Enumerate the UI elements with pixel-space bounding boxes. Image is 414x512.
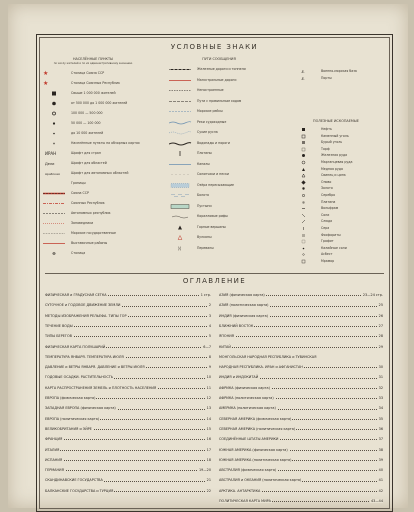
legend-symbol-icon	[293, 173, 317, 178]
legend-column-minerals	[293, 127, 388, 267]
toc-leader-dots	[219, 336, 383, 337]
toc-entry[interactable]	[45, 468, 211, 475]
legend-symbol-icon	[169, 67, 193, 72]
toc-entry-page: 17	[206, 447, 211, 452]
legend-item-label: Союза ССР	[71, 191, 89, 195]
toc-entry-title: АВСТРАЛИЯ (физическая карта)	[219, 468, 277, 473]
legend-item-label: Железная руда	[321, 153, 348, 158]
toc-entry-title: АРКТИКА. АНТАРКТИКА	[219, 488, 261, 493]
toc-entry-title: МЕТОДЫ ИЗОБРАЖЕНИЯ РЕЛЬЕФА. ТИПЫ ГОР	[45, 313, 127, 318]
toc-entry-page: 26	[378, 313, 383, 318]
legend-item-label: Шрифт для областей	[71, 161, 107, 165]
toc-entry-title: ЕВРОПА (политическая карта)	[45, 416, 100, 421]
legend-item-label: Заповедники	[71, 221, 94, 225]
legend-symbol-icon	[169, 120, 193, 125]
toc-entry-page: 28	[378, 334, 383, 339]
legend-item-label: Коралловые рифы	[197, 214, 228, 218]
toc-entry[interactable]	[219, 417, 383, 424]
toc-entry-page: 37	[378, 437, 383, 442]
legend-symbol-icon: ★	[43, 70, 49, 77]
legend-symbol-icon	[169, 183, 193, 188]
svg-text:Дели: Дели	[45, 162, 55, 166]
toc-entry-title: СУТОЧНОЕ и ГОДОВОЕ ДВИЖЕНИЕ ЗЕМЛИ	[45, 303, 121, 308]
legend-symbol-icon	[43, 241, 67, 246]
legend-symbol-icon	[293, 219, 317, 224]
toc-entry-title: ИТАЛИЯ	[45, 447, 60, 452]
legend-col2-heading: ПУТИ СООБЩЕНИЯ	[202, 57, 236, 61]
legend-symbol-icon	[43, 151, 67, 156]
toc-entry-title: ЕВРОПА (физическая карта)	[45, 396, 96, 400]
toc-entry-page: 4	[208, 323, 211, 328]
legend-item-label: Столица Союзных Республик	[71, 81, 120, 85]
legend-symbol-icon	[43, 131, 67, 136]
legend-item-label: Столица	[71, 251, 86, 255]
legend-symbol-icon	[293, 147, 317, 152]
toc-entry[interactable]	[45, 355, 211, 362]
toc-entry-page: 25	[378, 303, 383, 308]
legend-symbol-icon	[293, 193, 317, 198]
legend-symbol-icon	[293, 259, 317, 264]
toc-entry[interactable]	[45, 458, 211, 465]
legend-item-label: Вольфрам	[321, 206, 339, 211]
toc-entry[interactable]	[219, 345, 383, 352]
toc-entry-title: БЛИЖНИЙ ВОСТОК	[219, 323, 254, 328]
toc-entry[interactable]	[219, 355, 383, 362]
legend-item-label: Фосфориты	[321, 232, 341, 237]
legend-symbol-icon	[43, 111, 67, 116]
legend-item-label: Торф	[321, 146, 330, 151]
toc-entry[interactable]	[45, 314, 211, 321]
toc-entry-title: ТИПЫ БЕРЕГОВ	[45, 334, 72, 339]
toc-entry[interactable]	[219, 427, 383, 434]
toc-entry-page: 31	[378, 375, 383, 380]
legend-item-label: Сера	[321, 226, 330, 230]
legend-symbol-icon	[293, 200, 317, 205]
legend-symbol-icon	[169, 141, 193, 146]
toc-entry[interactable]	[219, 303, 383, 310]
svg-text:Арабская: Арабская	[45, 172, 60, 176]
toc-entry[interactable]	[219, 489, 383, 496]
toc-entry[interactable]	[45, 427, 211, 434]
legend-symbol-icon	[169, 109, 193, 114]
toc-entry-title: АФРИКА (физическая карта)	[219, 385, 270, 390]
legend-symbol-icon	[169, 78, 193, 83]
legend-item-label: Бурый уголь	[321, 140, 343, 145]
legend-symbol-icon	[293, 186, 317, 191]
legend-symbol-icon	[169, 151, 193, 156]
legend-item-label: Шрифт для автономных областей	[71, 171, 129, 175]
legend-symbol-icon: ★	[43, 80, 49, 87]
legend-symbol-icon	[293, 239, 317, 244]
legend-symbol-icon	[43, 191, 67, 196]
legend-symbol-icon	[43, 211, 67, 216]
toc-entry[interactable]	[45, 417, 211, 424]
toc-entry-title: МОНГОЛЬСКАЯ НАРОДНАЯ РЕСПУБЛИКА и ТУВИНСКАЯ	[219, 354, 317, 359]
toc-entry-page: 16	[206, 437, 211, 442]
legend-symbol-icon	[169, 204, 193, 209]
legend-item-label: Населённые пункты на обзорных картах	[71, 141, 140, 145]
legend-item-label: от 500 000 до 1 000 000 жителей	[71, 101, 128, 105]
toc-entry-title: ТЕЧЕНИЕ ВОДЫ	[45, 323, 73, 328]
toc-entry[interactable]	[219, 375, 383, 382]
svg-text:ИРАН: ИРАН	[45, 151, 57, 156]
toc-leader-dots	[45, 470, 211, 471]
legend-symbol-icon	[293, 160, 317, 165]
toc-entry-page: 32	[378, 385, 383, 390]
legend-col3-heading: ПОЛЕЗНЫЕ ИСКОПАЕМЫЕ	[313, 119, 359, 123]
legend-symbol-icon	[293, 140, 317, 145]
legend-item-label: Свинец и цинк	[321, 173, 346, 178]
legend-item-label: Солончаки и пески	[197, 172, 229, 176]
toc-entry-page: 40	[378, 468, 383, 473]
toc-entry-page: 34	[378, 406, 383, 411]
legend-symbol-icon	[43, 181, 67, 186]
toc-entry[interactable]	[45, 293, 211, 300]
toc-entry[interactable]	[219, 406, 383, 413]
legend-symbol-icon	[169, 99, 193, 104]
toc-entry-page: 8	[208, 354, 211, 359]
legend-item-label: Автономных республик	[71, 211, 111, 215]
legend-item-label: Перевалы	[197, 245, 214, 250]
legend-symbol-icon	[293, 233, 317, 238]
toc-entry[interactable]	[45, 345, 211, 352]
toc-entry-title: ФИЗИЧЕСКАЯ и ГРАДУСНАЯ СЕТКА	[45, 293, 107, 297]
toc-entry-title: АЗИЯ (политическая карта)	[219, 303, 269, 308]
toc-entry-title: ЮЖНАЯ АМЕРИКА (политическая карта)	[219, 457, 292, 462]
legend-symbol-icon	[43, 201, 67, 206]
toc-entry-title: ГОДОВЫЕ ОСАДКИ. РАСТИТЕЛЬНОСТЬ	[45, 375, 114, 380]
page-frame	[36, 34, 393, 512]
toc-entry-title: АВСТРАЛИЯ и ОКЕАНИЯ (политическая карта)	[219, 478, 302, 483]
toc-entry-page: 1 стр.	[200, 293, 211, 297]
toc-entry-page: 19—20	[198, 468, 211, 473]
legend-item-label: Столица Союза ССР	[71, 71, 105, 75]
toc-entry-page: 30	[378, 365, 383, 370]
toc-entry[interactable]	[219, 478, 383, 485]
toc-entry-title: СЕВЕРНАЯ АМЕРИКА (политическая карта)	[219, 426, 296, 431]
legend-item-label: Калийные соли	[321, 245, 347, 250]
legend-item-label: Слюда	[321, 219, 333, 224]
toc-entry-title: АМЕРИКА (политическая карта)	[219, 406, 276, 411]
legend-symbol-icon	[43, 161, 67, 166]
legend-item-label: Каналы	[197, 161, 210, 166]
legend-item-label: Озёра пересыхающие	[197, 182, 235, 187]
toc-entry[interactable]	[45, 386, 211, 393]
toc-entry-page: 9	[208, 365, 211, 370]
legend-item-label: Шрифт для стран	[71, 151, 101, 155]
toc-title: ОГЛАВЛЕНИЕ	[182, 277, 247, 285]
toc-entry-page: 12	[206, 396, 211, 400]
legend-symbol-icon	[293, 69, 317, 74]
toc-entry-page: 33	[378, 396, 383, 400]
toc-entry[interactable]	[219, 334, 383, 341]
toc-entry-title: ЮЖНАЯ АМЕРИКА (физическая карта)	[219, 447, 288, 452]
toc-entry-title: ПОЛИТИЧЕСКАЯ КАРТА МИРА	[219, 499, 271, 503]
toc-entry[interactable]	[45, 489, 211, 496]
legend-symbol-icon	[169, 172, 193, 177]
legend-item-label: Военно-морская база	[321, 69, 357, 73]
legend-item-label: Магистральные дороги	[197, 77, 237, 82]
toc-entry-page: 18	[206, 457, 211, 462]
toc-entry-page: 15	[206, 426, 211, 431]
toc-entry-title: СКАНДИНАВСКИЕ ГОСУДАРСТВА	[45, 478, 103, 483]
legend-item-label: до 10 000 жителей	[71, 131, 104, 135]
legend-symbol-icon	[169, 214, 193, 219]
legend-item-label: Нефть	[321, 127, 332, 131]
toc-entry[interactable]	[219, 293, 383, 300]
legend-item-label: Союзных Республик	[71, 201, 105, 205]
toc-entry-page: 29	[378, 344, 383, 349]
toc-entry-title: ИНДИЯ (физическая карта)	[219, 313, 268, 318]
toc-entry[interactable]	[219, 396, 383, 403]
toc-entry[interactable]	[219, 468, 383, 475]
legend-item-label: Асбест	[321, 252, 333, 257]
toc-entry-page: 14	[206, 416, 211, 421]
svg-text:⚓: ⚓	[301, 69, 305, 74]
toc-entry-title: КАРТА РАСПРОСТРАНЕНИЯ ЗЕМЕЛЬ и ПЛОТНОСТЬ НАСЕЛЕНИЯ	[45, 385, 157, 390]
toc-entry-title: ВЕЛИКОБРИТАНИЯ и ЭЙРЕ	[45, 426, 92, 431]
legend-symbol-icon	[169, 246, 193, 251]
toc-entry-title: НАРОДНАЯ РЕСПУБЛИКА. ИРАН и АФГАНИСТАН	[219, 365, 303, 370]
toc-entry[interactable]	[45, 478, 211, 485]
toc-entry-title: ФРАНЦИЯ	[45, 437, 63, 442]
legend-col1-subheading: по числу жителей и по их административному значению	[53, 62, 133, 65]
toc-entry-title: КИТАЙ	[219, 344, 231, 349]
toc-entry-title: БАЛКАНСКИЕ ГОСУДАРСТВА и ТУРЦИЯ	[45, 488, 114, 493]
legend-item-label: Водопады и пороги	[197, 140, 230, 145]
toc-entry[interactable]	[45, 324, 211, 331]
legend-item-label: Горные вершины	[197, 224, 226, 229]
toc-entry-page: 27	[378, 323, 383, 328]
toc-entry[interactable]	[219, 365, 383, 372]
toc-entry[interactable]	[219, 324, 383, 331]
legend-item-label: Пути с правильным ходом	[197, 98, 242, 103]
toc-entry-page: 36	[378, 426, 383, 431]
toc-left-column	[45, 293, 211, 503]
legend-symbol-icon	[293, 127, 317, 132]
toc-entry-title: ДАВЛЕНИЕ и ВЕТРЫ ЯНВАРЯ. ДАВЛЕНИЕ и ВЕТРЫ ИЮЛЯ	[45, 365, 145, 370]
legend-symbol-icon	[293, 76, 317, 81]
legend-symbol-icon	[169, 235, 193, 240]
legend-column-settlements	[43, 71, 163, 261]
legend-item-label: Реки судоходные	[197, 119, 227, 124]
legend-title: УСЛОВНЫЕ ЗНАКИ	[170, 43, 259, 51]
toc-entry[interactable]	[45, 396, 211, 403]
legend-col1-heading: НАСЕЛЁННЫЕ ПУНКТЫ	[72, 57, 114, 61]
legend-item-label: Соли	[321, 212, 330, 217]
legend-symbol-icon	[43, 101, 67, 106]
legend-item-label: Пустыни	[197, 203, 212, 208]
legend-item-label: Сухие русла	[197, 130, 218, 134]
toc-entry-page: 42	[378, 488, 383, 493]
legend-column-communications	[169, 67, 289, 257]
toc-entry-title: СЕВЕРНАЯ АМЕРИКА (физическая карта)	[219, 416, 292, 421]
toc-entry[interactable]	[219, 499, 383, 506]
toc-entry[interactable]	[219, 448, 383, 455]
legend-symbol-icon	[293, 213, 317, 218]
toc-entry-title: ТЕМПЕРАТУРА ЯНВАРЯ. ТЕМПЕРАТУРА ИЮЛЯ	[45, 354, 124, 359]
legend-column-ports	[293, 69, 388, 83]
legend-item-label: Графит	[321, 239, 334, 244]
legend-symbol-icon	[293, 153, 317, 158]
legend-item-label: Олово	[321, 179, 332, 184]
legend-item-label: 100 000 — 500 000	[71, 111, 103, 115]
toc-entry[interactable]	[45, 375, 211, 382]
legend-item-label: Марганцевая руда	[321, 160, 353, 164]
toc-entry-page: 11	[206, 385, 211, 390]
svg-text:)(: )(	[178, 245, 182, 251]
toc-entry-page: 2	[208, 303, 211, 308]
legend-item-label: Плотины	[197, 151, 212, 155]
legend-symbol-icon	[169, 193, 193, 198]
legend-item-label: Медная руда	[321, 166, 343, 171]
toc-entry-page: 10	[206, 375, 211, 380]
toc-entry-title: ГЕРМАНИЯ	[45, 468, 64, 473]
toc-entry-title: ИНДИЯ и ИНДОКИТАЙ	[219, 375, 259, 380]
toc-entry[interactable]	[45, 448, 211, 455]
legend-symbol-icon	[293, 167, 317, 172]
legend-item-label: Мрамор	[321, 259, 335, 263]
legend-symbol-icon	[293, 180, 317, 185]
legend-item-label: Морские государственные	[71, 231, 116, 235]
toc-entry[interactable]	[45, 406, 211, 413]
toc-entry-page: 3	[208, 313, 211, 318]
toc-entry[interactable]	[219, 437, 383, 444]
legend-symbol-icon	[293, 246, 317, 251]
legend-item-label: Платина	[321, 199, 336, 204]
toc-entry-page: 21	[206, 478, 211, 483]
legend-symbol-icon	[293, 206, 317, 211]
legend-symbol-icon	[293, 134, 317, 139]
legend-item-label: Морские рейсы	[197, 109, 223, 113]
divider	[45, 273, 384, 274]
legend-symbol-icon	[169, 162, 193, 167]
toc-entry-page: 35	[378, 416, 383, 421]
toc-entry-page: 5	[208, 334, 211, 339]
toc-entry[interactable]	[219, 314, 383, 321]
legend-item-label: 50 000 — 100 000	[71, 121, 101, 125]
legend-item-label: Болота	[197, 193, 209, 197]
toc-entry-page: 13	[206, 406, 211, 411]
legend-symbol-icon	[169, 225, 193, 230]
toc-entry[interactable]	[219, 458, 383, 465]
legend-item-label: Каменный уголь	[321, 133, 349, 138]
legend-item-label: Вулканы	[197, 235, 212, 239]
legend-item-label: Выставочные районы	[71, 241, 108, 245]
legend-symbol-icon	[169, 88, 193, 93]
toc-right-column	[219, 293, 383, 503]
toc-entry[interactable]	[45, 303, 211, 310]
toc-entry-page: 22	[206, 488, 211, 493]
toc-entry-title: ФИЗИЧЕСКАЯ КАРТА ПОЛУШАРИЙ	[45, 344, 106, 349]
legend-item-label: Непостроенные	[197, 88, 224, 92]
toc-entry[interactable]	[45, 334, 211, 341]
atlas-page	[8, 4, 408, 508]
toc-entry-title: ЗАПАДНАЯ ЕВРОПА (физическая карта)	[45, 406, 116, 411]
legend-symbol-icon	[43, 251, 67, 256]
toc-entry-title: СОЕДИНЁННЫЕ ШТАТЫ АМЕРИКИ	[219, 437, 279, 442]
toc-entry-title: ИСПАНИЯ	[45, 457, 63, 462]
legend-symbol-icon	[43, 121, 67, 126]
toc-entry-title: АЗИЯ (физическая карта)	[219, 293, 265, 297]
legend-item-label: Железные дороги и тоннели	[197, 67, 246, 71]
toc-entry-page: 39	[378, 457, 383, 462]
toc-entry-page: 6—7	[203, 344, 211, 349]
legend-item-label: Границы	[71, 181, 86, 185]
svg-text:⚓: ⚓	[301, 76, 305, 81]
toc-entry-page: 41	[378, 478, 383, 483]
toc-entry-page: 23—24 стр.	[362, 293, 383, 297]
legend-symbol-icon	[43, 91, 67, 96]
toc-entry-title: АФРИКА (политическая карта)	[219, 396, 274, 400]
legend-symbol-icon	[43, 171, 67, 176]
legend-symbol-icon	[43, 231, 67, 236]
toc-entry-title: ЯПОНИЯ	[219, 334, 235, 339]
toc-entry[interactable]	[45, 365, 211, 372]
legend-symbol-icon	[169, 130, 193, 135]
legend-item-label: Серебро	[321, 193, 336, 197]
legend-item-label: Золото	[321, 186, 333, 191]
toc-entry-page: 43—44	[370, 499, 383, 503]
legend-symbol-icon	[43, 141, 67, 146]
legend-item-label: Свыше 1 000 000 жителей	[71, 91, 116, 95]
legend-symbol-icon	[293, 226, 317, 231]
toc-entry-page: 38	[378, 447, 383, 452]
legend-symbol-icon	[293, 252, 317, 257]
toc-entry[interactable]	[219, 386, 383, 393]
legend-item-label: Порты	[321, 76, 332, 80]
toc-leader-dots	[45, 439, 211, 440]
toc-entry[interactable]	[45, 437, 211, 444]
legend-symbol-icon	[43, 221, 67, 226]
